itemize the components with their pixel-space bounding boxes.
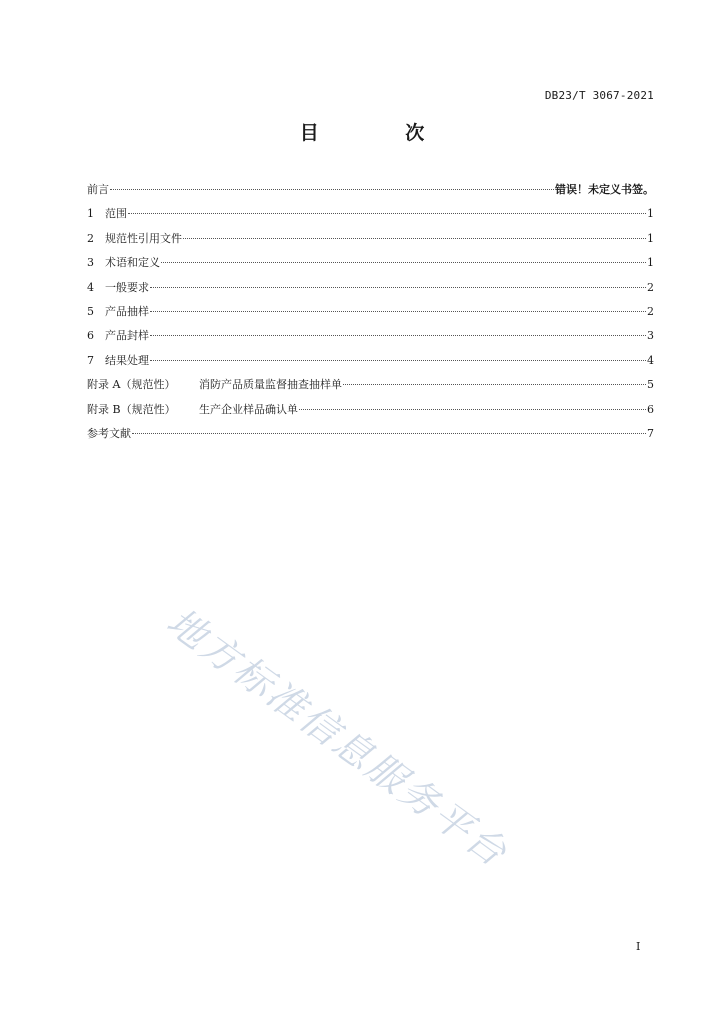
toc-entry-text bbox=[87, 401, 298, 419]
toc-title bbox=[0, 118, 724, 145]
toc-annex-label: 附录 A（规范性） bbox=[87, 378, 176, 392]
toc-entry-number: 4 bbox=[87, 280, 94, 294]
toc-entry-text bbox=[87, 303, 149, 321]
toc-entry[interactable] bbox=[87, 279, 654, 303]
toc-entry-text bbox=[87, 352, 149, 370]
toc-entry-number: 3 bbox=[87, 256, 94, 270]
toc-dot-leader bbox=[343, 384, 646, 385]
toc-dot-leader bbox=[299, 409, 646, 410]
toc-entry-label: 生产企业样品确认单 bbox=[199, 402, 298, 416]
toc-entry-label: 产品封样 bbox=[105, 329, 149, 343]
toc-entry-label: 消防产品质量监督抽查抽样单 bbox=[199, 378, 342, 392]
toc-entry[interactable] bbox=[87, 376, 654, 400]
toc-dot-leader bbox=[132, 433, 646, 434]
document-code: DB23/T 3067-2021 bbox=[544, 89, 654, 102]
toc-entry[interactable] bbox=[87, 205, 654, 229]
toc-entry[interactable] bbox=[87, 181, 654, 205]
toc-entry[interactable] bbox=[87, 352, 654, 376]
toc-entry[interactable] bbox=[87, 254, 654, 278]
toc-entry[interactable] bbox=[87, 401, 654, 425]
toc-entry-page: 2 bbox=[647, 304, 654, 318]
toc-entry-text bbox=[87, 254, 160, 272]
toc-entry-text bbox=[87, 327, 149, 345]
toc-entry-page: 3 bbox=[647, 329, 654, 343]
toc-entry-page: 7 bbox=[647, 426, 654, 440]
toc-entry-label: 前言 bbox=[87, 183, 109, 196]
toc-dot-leader bbox=[110, 189, 554, 190]
table-of-contents bbox=[87, 181, 654, 449]
toc-entry-label: 产品抽样 bbox=[105, 304, 149, 318]
toc-dot-leader bbox=[128, 213, 646, 214]
toc-entry-page: 1 bbox=[647, 231, 654, 245]
toc-dot-leader bbox=[150, 311, 646, 312]
toc-entry-label: 范围 bbox=[105, 207, 127, 221]
toc-entry-page: 4 bbox=[647, 353, 654, 367]
toc-entry[interactable] bbox=[87, 327, 654, 351]
toc-entry-number: 2 bbox=[87, 231, 94, 245]
toc-entry-label: 参考文献 bbox=[87, 426, 131, 440]
toc-entry-number: 5 bbox=[87, 304, 94, 318]
toc-entry-text bbox=[87, 376, 342, 394]
toc-entry-text bbox=[87, 230, 182, 248]
title-text: 目 次 bbox=[299, 122, 465, 144]
toc-entry-page: 1 bbox=[647, 256, 654, 270]
toc-entry-text bbox=[87, 279, 149, 297]
toc-entry-number: 1 bbox=[87, 207, 94, 221]
toc-entry-number: 7 bbox=[87, 353, 94, 367]
toc-entry[interactable] bbox=[87, 425, 654, 449]
toc-entry-page: 6 bbox=[647, 402, 654, 416]
toc-entry-label: 一般要求 bbox=[105, 280, 149, 294]
toc-dot-leader bbox=[150, 360, 646, 361]
toc-annex-label: 附录 B（规范性） bbox=[87, 402, 176, 416]
toc-entry-label: 结果处理 bbox=[105, 353, 149, 367]
toc-entry-text bbox=[87, 425, 131, 443]
toc-entry-label: 术语和定义 bbox=[105, 256, 160, 270]
toc-dot-leader bbox=[183, 238, 646, 239]
toc-entry-page: 错误！未定义书签。 bbox=[555, 183, 654, 196]
toc-entry-text bbox=[87, 181, 109, 199]
toc-dot-leader bbox=[161, 262, 646, 263]
toc-entry[interactable] bbox=[87, 230, 654, 254]
toc-entry[interactable] bbox=[87, 303, 654, 327]
watermark: 地方标准信息服务平台 bbox=[158, 599, 517, 876]
toc-entry-page: 1 bbox=[647, 207, 654, 221]
toc-entry-page: 5 bbox=[647, 378, 654, 392]
toc-entry-label: 规范性引用文件 bbox=[105, 231, 182, 245]
page-number: I bbox=[636, 940, 641, 953]
toc-entry-page: 2 bbox=[647, 280, 654, 294]
toc-dot-leader bbox=[150, 287, 646, 288]
toc-entry-number: 6 bbox=[87, 329, 94, 343]
toc-dot-leader bbox=[150, 335, 646, 336]
toc-entry-text bbox=[87, 205, 127, 223]
